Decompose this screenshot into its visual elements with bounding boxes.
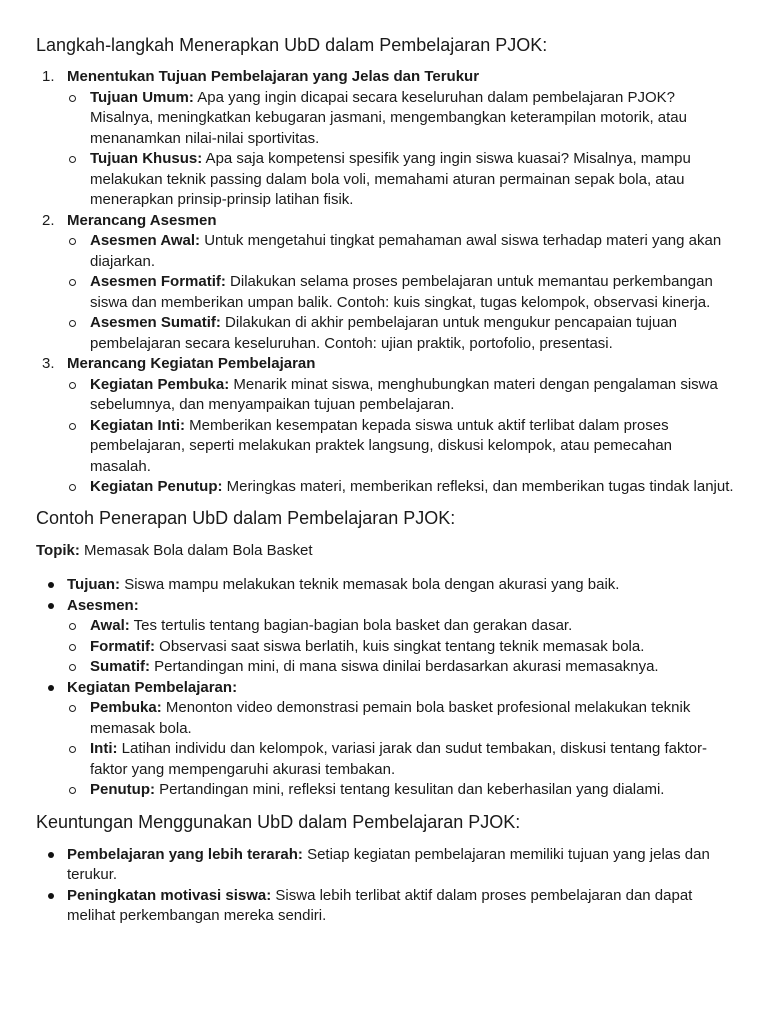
circle-bullet-icon (69, 623, 76, 630)
bullet-label: Peningkatan motivasi siswa: (67, 886, 272, 904)
circle-bullet-icon (69, 644, 76, 651)
section-heading-contoh: Contoh Penerapan UbD dalam Pembelajaran PJOK: (36, 507, 456, 528)
sub-item-text: Apa saja kompetensi spesifik yang ingin siswa kuasai? Misalnya, mampu melakukan teknik passing dalam bola voli, memahami aturan permainan sepak bola, atau menerapkan prinsip-prinsip latihan fisik. (90, 150, 691, 208)
step-title: Merancang Asesmen (67, 211, 217, 229)
bullet-icon (48, 582, 54, 588)
sub-item-label: Awal: (90, 617, 130, 634)
sub-item-label: Pembuka: (90, 699, 162, 716)
circle-bullet-icon (69, 95, 76, 102)
topic-text: Memasak Bola dalam Bola Basket (79, 541, 313, 559)
bullet-icon (48, 852, 54, 858)
sub-item (36, 416, 736, 478)
sub-item-label: Penutup: (90, 781, 155, 798)
bullet-label: Asesmen: (67, 596, 139, 614)
sub-item-label: Kegiatan Pembuka: (90, 375, 230, 393)
sub-item-text: Menonton video demonstrasi pemain bola basket profesional melakukan teknik memasak bola. (90, 699, 691, 737)
sub-item-label: Kegiatan Inti: (90, 416, 186, 434)
bullet-item (36, 678, 736, 699)
sub-item-text: Latihan individu dan kelompok, variasi jarak dan sudut tembakan, diskusi tentang faktor-faktor yang mempengaruhi akurasi tembakan. (90, 740, 708, 778)
sub-item-text: Apa yang ingin dicapai secara keseluruhan dalam pembelajaran PJOK? Misalnya, meningkatkan kebugaran jasmani, mengembangkan keterampilan motorik, atau menanamkan nilai-nilai sportivitas. (90, 88, 687, 147)
step-number: 1. (42, 68, 55, 85)
sub-item (36, 375, 736, 416)
section-heading-langkah: Langkah-langkah Menerapkan UbD dalam Pembelajaran PJOK: (36, 35, 548, 55)
steps-list (36, 67, 736, 498)
circle-bullet-icon (69, 705, 76, 712)
sub-item-text: Meringkas materi, memberikan refleksi, dan memberikan tugas tindak lanjut. (222, 478, 734, 495)
bullet-text: Siswa lebih terlibat aktif dalam proses pembelajaran dan dapat melihat perkembangan mereka sendiri. (67, 886, 693, 924)
sub-item (36, 231, 736, 272)
sub-item-text: Menarik minat siswa, menghubungkan materi dengan pengalaman siswa sebelumnya, dan menyampaikan tujuan pembelajaran. (90, 375, 718, 413)
step-title: Menentukan Tujuan Pembelajaran yang Jelas dan Terukur (67, 68, 480, 85)
circle-bullet-icon (69, 238, 76, 245)
step-item (36, 354, 736, 375)
bullet-item (36, 596, 736, 617)
topic-line (36, 541, 736, 562)
section-heading-keuntungan: Keuntungan Menggunakan UbD dalam Pembelajaran PJOK: (36, 811, 521, 832)
step-item (36, 67, 736, 88)
step-title: Merancang Kegiatan Pembelajaran (67, 355, 316, 372)
sub-item (36, 616, 736, 637)
sub-item-label: Tujuan Umum: (90, 88, 194, 106)
bullet-item (36, 575, 736, 596)
step-item (36, 211, 736, 232)
sub-item-label: Tujuan Khusus: (90, 150, 203, 167)
document-page (36, 32, 736, 927)
sub-item (36, 637, 736, 658)
sub-item-text: Dilakukan di akhir pembelajaran untuk mengukur pencapaian tujuan pembelajaran secara keseluruhan. Contoh: ujian praktik, portofolio, presentasi. (90, 314, 677, 352)
sub-item (36, 272, 736, 313)
sub-item-text: Pertandingan mini, di mana siswa dinilai berdasarkan akurasi memasaknya. (150, 658, 659, 675)
bullet-label: Kegiatan Pembelajaran: (67, 678, 238, 696)
sub-item (36, 88, 736, 150)
circle-bullet-icon (69, 279, 76, 286)
sub-item (36, 657, 736, 678)
circle-bullet-icon (69, 320, 76, 327)
sub-item-text: Observasi saat siswa berlatih, kuis singkat tentang teknik memasak bola. (155, 637, 645, 655)
sub-item-label: Asesmen Sumatif: (90, 314, 221, 331)
sub-item-label: Asesmen Awal: (90, 232, 201, 249)
sub-item-text: Dilakukan selama proses pembelajaran untuk memantau perkembangan siswa dan memberikan umpan balik. Contoh: kuis singkat, tugas kelompok, observasi kinerja. (90, 273, 713, 311)
sub-item (36, 149, 736, 211)
bullet-item (36, 845, 736, 886)
bullet-icon (48, 603, 54, 609)
sub-item (36, 477, 736, 498)
sub-item (36, 698, 736, 739)
example-list (36, 575, 736, 801)
bullet-label: Pembelajaran yang lebih terarah: (67, 845, 303, 863)
step-number: 2. (42, 211, 55, 229)
circle-bullet-icon (69, 664, 76, 671)
topic-label: Topik: (36, 541, 80, 559)
sub-item-text: Memberikan kesempatan kepada siswa untuk aktif terlibat dalam proses pembelajaran, seperti melakukan praktek langsung, diskusi kelompok, atau pemecahan masalah. (90, 416, 673, 475)
sub-item-label: Inti: (90, 740, 118, 757)
sub-item-text: Tes tertulis tentang bagian-bagian bola basket dan gerakan dasar. (129, 617, 573, 634)
circle-bullet-icon (69, 787, 76, 794)
bullet-text: Siswa mampu melakukan teknik memasak bola dengan akurasi yang baik. (120, 576, 620, 593)
sub-item (36, 313, 736, 354)
circle-bullet-icon (69, 382, 76, 389)
sub-item-text: Pertandingan mini, refleksi tentang kesulitan dan keberhasilan yang dialami. (155, 781, 665, 798)
bullet-icon (48, 893, 54, 899)
bullet-icon (48, 685, 54, 691)
sub-item-label: Kegiatan Penutup: (90, 478, 223, 495)
sub-item-label: Asesmen Formatif: (90, 273, 226, 290)
step-number: 3. (42, 355, 55, 372)
bullet-item (36, 886, 736, 927)
circle-bullet-icon (69, 484, 76, 491)
sub-item-label: Sumatif: (90, 658, 150, 675)
sub-item-text: Untuk mengetahui tingkat pemahaman awal siswa terhadap materi yang akan diajarkan. (90, 232, 722, 270)
benefits-list (36, 845, 736, 927)
circle-bullet-icon (69, 423, 76, 430)
sub-item-label: Formatif: (90, 637, 155, 655)
circle-bullet-icon (69, 746, 76, 753)
circle-bullet-icon (69, 156, 76, 163)
sub-item (36, 739, 736, 780)
sub-item (36, 780, 736, 801)
bullet-text: Setiap kegiatan pembelajaran memiliki tujuan yang jelas dan terukur. (67, 845, 710, 883)
bullet-label: Tujuan: (67, 576, 121, 593)
